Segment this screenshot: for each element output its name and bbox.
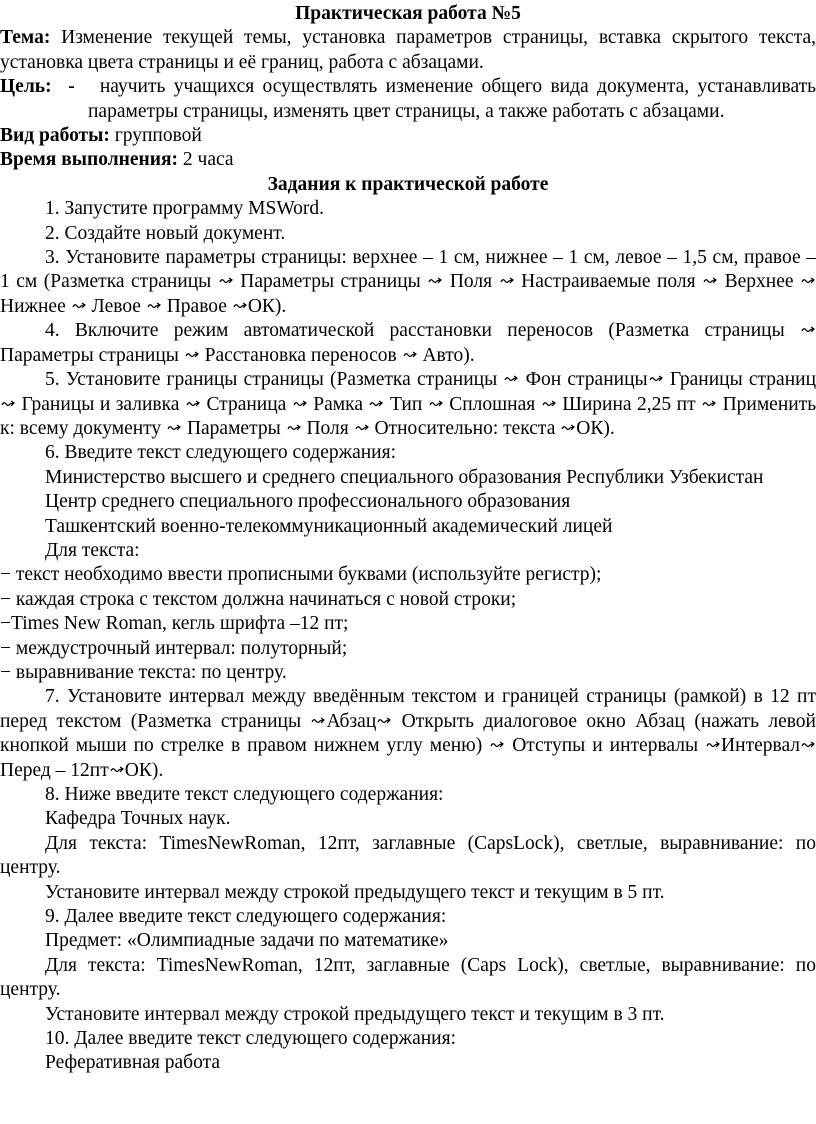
task-6-bullet-5: − выравнивание текста: по центру. (0, 661, 287, 683)
wavy-arrow-icon (428, 276, 442, 286)
task-10-line-1: Реферативная работа (45, 1052, 221, 1074)
task-2: 2. Создайте новый документ. (45, 222, 286, 244)
wavy-arrow-icon (801, 325, 815, 335)
time-line (0, 148, 816, 172)
task-5: 5. Установите границы страницы (Разметка страницы Фон страницы Границы страниц Границы и заливка Страница Рамка Тип Сплошная Ширина 2,25 пт Применить к: всему документу Параметры Поля Относительно: текста ОК). (0, 369, 816, 439)
wavy-arrow-icon (72, 301, 86, 311)
task-1: 1. Запустите программу MSWord. (45, 198, 325, 220)
time-label: Время выполнения: (0, 149, 179, 171)
wavy-arrow-icon (167, 423, 181, 433)
page-title: Практическая работа №5 (295, 3, 521, 24)
task-10: 10. Далее введите текст следующего содержания: (45, 1028, 457, 1050)
wavy-arrow-icon (504, 374, 518, 384)
wavy-arrow-icon (110, 765, 124, 775)
wavy-arrow-icon (561, 423, 575, 433)
task-6-bullet-4: − междустрочный интервал: полуторный; (0, 637, 348, 659)
wavy-arrow-icon (801, 276, 815, 286)
task-9-for-text: Для текста: TimesNewRoman, 12пт, заглавные (Caps Lock), светлые, выравнивание: по центру. (0, 954, 816, 1001)
task-9-line-1: Предмет: «Олимпиадные задачи по математике» (45, 930, 449, 952)
task-8-interval: Установите интервал между строкой предыдущего текст и текущим в 5 пт. (45, 881, 665, 903)
wavy-arrow-icon (185, 350, 199, 360)
task-3: 3. Установите параметры страницы: верхнее – 1 см, нижнее – 1 см, левое – 1,5 см, правое – 1 см (Разметка страницы Параметры страницы Поля Настраиваемые поля Верхнее Нижнее Левое Правое ОК). (0, 247, 816, 317)
task-6-line-2: Центр среднего специального профессионального образования (45, 491, 571, 513)
wavy-arrow-icon (500, 276, 514, 286)
goal-label: Цель: (0, 76, 52, 98)
wavy-arrow-icon (702, 399, 716, 409)
tasks-heading: Задания к практической работе (267, 173, 549, 195)
wavy-arrow-icon (801, 740, 815, 750)
task-6-bullet-3: −Times New Roman, кегль шрифта –12 пт; (0, 613, 349, 635)
task-9-interval: Установите интервал между строкой предыдущего текст и текущим в 3 пт. (45, 1003, 665, 1025)
task-8: 8. Ниже введите текст следующего содержания: (45, 784, 444, 805)
wavy-arrow-icon (219, 276, 233, 286)
task-6-bullet-2: − каждая строка с текстом должна начинаться с новой строки; (0, 588, 517, 610)
task-6: 6. Введите текст следующего содержания: (45, 442, 397, 464)
topic-label: Тема: (0, 27, 51, 49)
goal-paragraph (0, 75, 816, 124)
task-9: 9. Далее введите текст следующего содержания: (45, 906, 447, 928)
task-6-line-3: Ташкентский военно-телекоммуникационный академический лицей (45, 515, 613, 537)
wavy-arrow-icon (403, 350, 417, 360)
task-6-line-1: Министерство высшего и среднего специального образования Республики Узбекистан (45, 466, 764, 488)
task-8-for-text: Для текста: TimesNewRoman, 12пт, заглавные (CapsLock), светлые, выравнивание: по центру. (0, 832, 816, 879)
wavy-arrow-icon (377, 716, 391, 726)
task-4: 4. Включите режим автоматической расстановки переносов (Разметка страницы Параметры страницы Расстановка переносов Авто). (0, 319, 816, 368)
wavy-arrow-icon (287, 423, 301, 433)
wavy-arrow-icon (355, 423, 369, 433)
wavy-arrow-icon (706, 740, 720, 750)
wavy-arrow-icon (369, 399, 383, 409)
wavy-arrow-icon (542, 399, 556, 409)
wavy-arrow-icon (293, 399, 307, 409)
wavy-arrow-icon (649, 374, 663, 384)
goal-dash: - (68, 76, 75, 98)
wavy-arrow-icon (147, 301, 161, 311)
wavy-arrow-icon (233, 301, 247, 311)
worktype-value: групповой (114, 125, 202, 147)
wavy-arrow-icon (1, 399, 15, 409)
wavy-arrow-icon (490, 740, 504, 750)
time-value: 2 часа (182, 149, 234, 171)
wavy-arrow-icon (186, 399, 200, 409)
worktype-line (0, 124, 816, 148)
wavy-arrow-icon (703, 276, 717, 286)
wavy-arrow-icon (311, 716, 325, 726)
topic-text: Изменение текущей темы, установка параметров страницы, вставка скрытого текста, установка цвета страницы и её границ, работа с абзацами. (0, 27, 816, 73)
task-6-bullet-1: − текст необходимо ввести прописными буквами (используйте регистр); (0, 564, 602, 586)
worktype-label: Вид работы: (0, 125, 110, 147)
wavy-arrow-icon (429, 399, 443, 409)
task-7: 7. Установите интервал между введённым текстом и границей страницы (рамкой) в 12 пт перед текстом (Разметка страницы Абзац Открыть диалоговое окно Абзац (нажать левой кнопкой мыши по стрелке в правом нижнем углу меню) Отступы и интервалы Интервал Перед – 12пт ОК). (0, 686, 816, 781)
goal-text: научить учащихся осуществлять изменение общего вида документа, устанавливать параметры страницы, изменять цвет страницы, а также работать с абзацами. (88, 76, 816, 122)
task-6-for-text: Для текста: (45, 539, 140, 561)
task-8-line-1: Кафедра Точных наук. (45, 808, 231, 830)
topic-paragraph (0, 26, 816, 75)
